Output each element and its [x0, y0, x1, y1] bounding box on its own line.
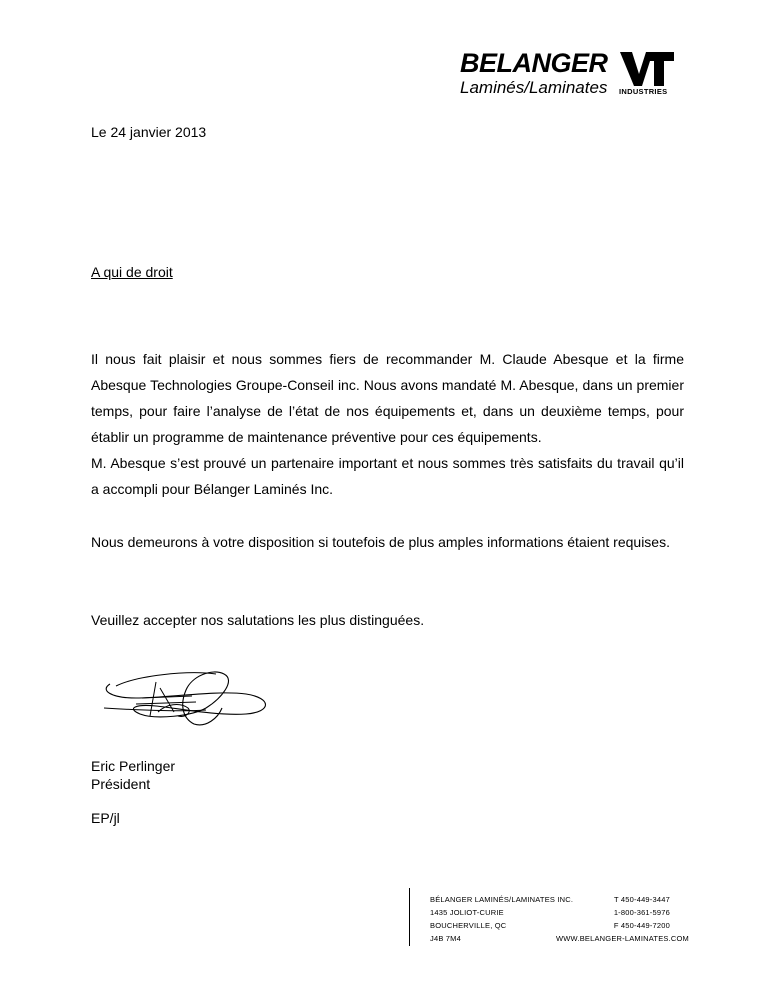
signer-name: Eric Perlinger [91, 758, 176, 774]
handwritten-signature [96, 668, 274, 730]
signer-title: Président [91, 776, 151, 792]
salutation: A qui de droit [91, 264, 173, 280]
footer-line: J4B 7M4 [430, 934, 461, 943]
logo-wordmark: BELANGER [460, 48, 608, 78]
footer-contact [556, 893, 689, 945]
footer-line: 1435 JOLIOT-CURIE [430, 908, 504, 917]
footer-phone: T 450-449-3447 [613, 895, 670, 904]
body-paragraph-2 [91, 529, 684, 555]
letter-date: Le 24 janvier 2013 [91, 124, 207, 140]
signer-block [91, 757, 175, 793]
footer-website: WWW.BELANGER-LAMINATES.COM [556, 934, 689, 943]
footer-address [430, 893, 573, 945]
footer-divider [409, 888, 410, 946]
paragraph-text: Il nous fait plaisir et nous sommes fiers de recommander M. Claude Abesque et la firme Abesque Technologies Groupe-Conseil inc. Nous avons mandaté M. Abesque, dans un premier temps, pour faire l’analyse de l’état de nos équipements et, dans un deuxième temps, pour établir un programme de maintenance préventive pour ces équipements. [91, 351, 684, 445]
paragraph-text: M. Abesque s’est prouvé un partenaire important et nous sommes très satisfaits du travail qu’il a accompli pour Bélanger Laminés Inc. [91, 455, 684, 497]
company-logo [458, 48, 678, 100]
paragraph-text: Nous demeurons à votre disposition si toutefois de plus amples informations étaient requises. [91, 534, 670, 550]
vt-mark-icon [620, 52, 674, 86]
footer-line: BÉLANGER LAMINÉS/LAMINATES INC. [430, 895, 574, 904]
logo-industries: INDUSTRIES [619, 87, 668, 96]
paragraph-text: Veuillez accepter nos salutations les plus distinguées. [91, 612, 425, 628]
footer-fax: F 450-449-7200 [613, 921, 670, 930]
logo-subtitle: Laminés/Laminates [460, 78, 608, 97]
body-paragraph-3 [91, 607, 684, 633]
footer-tollfree: 1-800-361-5976 [613, 908, 670, 917]
footer-line: BOUCHERVILLE, QC [430, 921, 507, 930]
reference-initials: EP/jl [91, 810, 120, 826]
body-paragraph-1 [91, 346, 684, 502]
